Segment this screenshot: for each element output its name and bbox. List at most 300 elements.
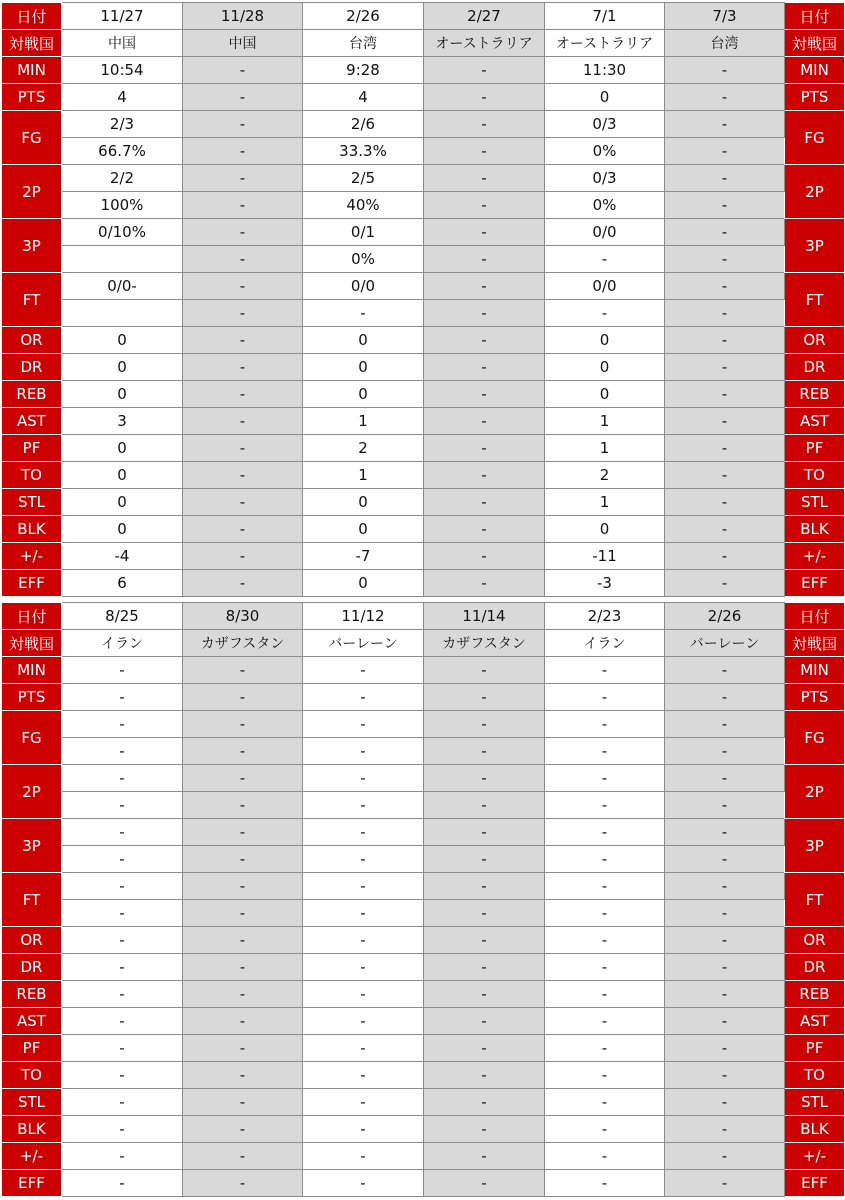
row-label: STL: [785, 489, 845, 516]
table-row: [2, 657, 845, 684]
row-label: EFF: [2, 570, 62, 597]
stat-cell: -: [424, 516, 545, 543]
stat-cell: 4: [303, 84, 424, 111]
stat-cell: 2/3: [62, 111, 183, 138]
table-row: [2, 111, 845, 138]
stat-cell: -: [183, 246, 303, 273]
table-row: [2, 138, 845, 165]
stat-cell: -: [665, 300, 785, 327]
stat-cell: -: [665, 1089, 785, 1116]
stat-cell: -: [665, 462, 785, 489]
row-label: +/-: [2, 543, 62, 570]
row-label: 対戦国: [2, 30, 62, 57]
stat-cell: 0/3: [545, 165, 665, 192]
row-label: PTS: [2, 84, 62, 111]
row-label: FG: [785, 111, 845, 165]
table-row: [2, 327, 845, 354]
stat-cell: -: [665, 981, 785, 1008]
table-row: [2, 711, 845, 738]
stat-cell: -: [665, 1008, 785, 1035]
row-label: FT: [785, 273, 845, 327]
table-row: [2, 435, 845, 462]
stat-cell: 0: [303, 381, 424, 408]
row-label: AST: [2, 1008, 62, 1035]
stat-cell: -: [183, 657, 303, 684]
stat-cell: 3: [62, 408, 183, 435]
stat-cell: -: [424, 1089, 545, 1116]
row-label: STL: [785, 1089, 845, 1116]
row-label: +/-: [785, 1143, 845, 1170]
stat-cell: -: [183, 165, 303, 192]
stat-cell: 0: [545, 516, 665, 543]
game-date: 8/25: [62, 603, 183, 630]
row-label: OR: [2, 327, 62, 354]
stat-cell: -: [424, 246, 545, 273]
stat-cell: -: [545, 819, 665, 846]
stat-cell: -: [303, 1170, 424, 1197]
stat-cell: -: [424, 954, 545, 981]
stat-cell: -: [545, 1089, 665, 1116]
stats-table: [1, 2, 845, 597]
opponent-name: オーストラリア: [545, 30, 665, 57]
stat-cell: 6: [62, 570, 183, 597]
stat-cell: -: [303, 738, 424, 765]
row-label: 対戦国: [2, 630, 62, 657]
stat-cell: -: [62, 738, 183, 765]
stat-cell: -: [62, 1089, 183, 1116]
stat-cell: -: [665, 738, 785, 765]
stat-cell: -4: [62, 543, 183, 570]
table-row: [2, 246, 845, 273]
row-label: MIN: [2, 657, 62, 684]
opponent-name: カザフスタン: [424, 630, 545, 657]
stat-cell: 9:28: [303, 57, 424, 84]
stat-cell: -: [303, 765, 424, 792]
table-row: [2, 1116, 845, 1143]
opponent-name: 中国: [62, 30, 183, 57]
row-label: TO: [2, 1062, 62, 1089]
game-date: 11/27: [62, 3, 183, 30]
opponent-name: イラン: [545, 630, 665, 657]
stat-cell: -: [424, 84, 545, 111]
stat-cell: -: [303, 684, 424, 711]
stat-cell: -: [665, 846, 785, 873]
stat-cell: -: [183, 792, 303, 819]
game-date: 8/30: [183, 603, 303, 630]
row-label: 2P: [2, 765, 62, 819]
opponent-name: オーストラリア: [424, 30, 545, 57]
stat-cell: -: [665, 327, 785, 354]
opponent-name: カザフスタン: [183, 630, 303, 657]
stat-cell: 10:54: [62, 57, 183, 84]
row-label: +/-: [2, 1143, 62, 1170]
stat-cell: -: [183, 900, 303, 927]
stat-cell: -: [303, 900, 424, 927]
stat-cell: -: [303, 981, 424, 1008]
stat-cell: -: [424, 300, 545, 327]
stat-cell: 0: [303, 516, 424, 543]
stat-cell: -: [183, 570, 303, 597]
stat-cell: 2: [545, 462, 665, 489]
row-label: BLK: [785, 1116, 845, 1143]
game-date: 2/23: [545, 603, 665, 630]
table-row: [2, 954, 845, 981]
stat-cell: 0: [62, 462, 183, 489]
stat-cell: -: [665, 765, 785, 792]
row-label: PF: [785, 1035, 845, 1062]
stat-cell: -: [545, 1035, 665, 1062]
table-row: [2, 192, 845, 219]
row-label: 日付: [785, 603, 845, 630]
stat-cell: -: [545, 300, 665, 327]
row-label: PTS: [2, 684, 62, 711]
table-row: [2, 1062, 845, 1089]
stat-cell: -: [545, 1116, 665, 1143]
table-row: [2, 273, 845, 300]
stat-cell: 0: [545, 354, 665, 381]
game-date: 2/26: [303, 3, 424, 30]
row-label: PTS: [785, 84, 845, 111]
stat-cell: -: [424, 1008, 545, 1035]
stat-cell: -: [62, 711, 183, 738]
row-label: OR: [785, 327, 845, 354]
stat-cell: 66.7%: [62, 138, 183, 165]
row-label: REB: [785, 981, 845, 1008]
stat-cell: -: [303, 1116, 424, 1143]
stat-cell: -: [62, 900, 183, 927]
stat-cell: -: [62, 792, 183, 819]
stat-cell: -: [424, 981, 545, 1008]
stat-cell: -: [303, 846, 424, 873]
row-label: +/-: [785, 543, 845, 570]
stat-cell: -: [183, 300, 303, 327]
stat-cell: -: [183, 462, 303, 489]
row-label: AST: [785, 1008, 845, 1035]
stat-cell: 0: [62, 327, 183, 354]
row-label: 日付: [2, 3, 62, 30]
stat-cell: -: [62, 873, 183, 900]
stat-cell: -: [545, 792, 665, 819]
stat-cell: 0/0: [303, 273, 424, 300]
row-label: PF: [2, 435, 62, 462]
stat-cell: -: [183, 138, 303, 165]
stat-cell: -: [424, 381, 545, 408]
stat-cell: [62, 300, 183, 327]
game-date: 2/26: [665, 603, 785, 630]
stat-cell: -: [424, 165, 545, 192]
row-label: BLK: [2, 1116, 62, 1143]
stats-table-1: [1, 2, 844, 597]
stat-cell: -: [183, 1143, 303, 1170]
row-label: TO: [785, 1062, 845, 1089]
row-label: TO: [2, 462, 62, 489]
table-row: [2, 1008, 845, 1035]
stat-cell: -: [62, 657, 183, 684]
stat-cell: -: [303, 1143, 424, 1170]
stat-cell: -: [424, 1035, 545, 1062]
row-label: PF: [2, 1035, 62, 1062]
table-row: [2, 603, 845, 630]
stat-cell: -: [424, 711, 545, 738]
stat-cell: 2/5: [303, 165, 424, 192]
stat-cell: 0/10%: [62, 219, 183, 246]
table-row: [2, 981, 845, 1008]
row-label: REB: [2, 381, 62, 408]
opponent-name: バーレーン: [303, 630, 424, 657]
stat-cell: -: [665, 1062, 785, 1089]
stat-cell: -: [545, 684, 665, 711]
stat-cell: -: [183, 873, 303, 900]
stat-cell: -: [183, 819, 303, 846]
stat-cell: -: [424, 435, 545, 462]
stat-cell: 0: [62, 435, 183, 462]
stat-cell: -: [183, 192, 303, 219]
table-row: [2, 1143, 845, 1170]
stat-cell: -: [424, 273, 545, 300]
stat-cell: -: [62, 684, 183, 711]
stat-cell: -: [545, 900, 665, 927]
stat-cell: -: [424, 684, 545, 711]
table-row: [2, 462, 845, 489]
stat-cell: -: [183, 219, 303, 246]
row-label: MIN: [785, 57, 845, 84]
game-date: 7/1: [545, 3, 665, 30]
stat-cell: -: [665, 246, 785, 273]
stat-cell: 0: [62, 354, 183, 381]
stat-cell: -3: [545, 570, 665, 597]
stat-cell: -: [183, 954, 303, 981]
row-label: MIN: [2, 57, 62, 84]
stat-cell: -: [62, 1062, 183, 1089]
table-row: [2, 927, 845, 954]
stat-cell: -: [183, 927, 303, 954]
row-label: AST: [2, 408, 62, 435]
stat-cell: -: [183, 354, 303, 381]
table-row: [2, 570, 845, 597]
stat-cell: -: [183, 738, 303, 765]
table-row: [2, 765, 845, 792]
stat-cell: -: [424, 657, 545, 684]
stat-cell: -: [424, 900, 545, 927]
stat-cell: -: [183, 1170, 303, 1197]
table-row: [2, 57, 845, 84]
stat-cell: -: [665, 111, 785, 138]
stat-cell: -: [183, 516, 303, 543]
stat-cell: -: [424, 489, 545, 516]
stat-cell: 2: [303, 435, 424, 462]
table-row: [2, 219, 845, 246]
row-label: 日付: [2, 603, 62, 630]
stat-cell: 0/1: [303, 219, 424, 246]
row-label: DR: [785, 954, 845, 981]
stat-cell: -: [183, 765, 303, 792]
game-date: 11/12: [303, 603, 424, 630]
stat-cell: 0/0-: [62, 273, 183, 300]
stat-cell: 1: [303, 408, 424, 435]
stat-cell: -: [62, 1008, 183, 1035]
stat-cell: -: [665, 954, 785, 981]
stat-cell: 0: [62, 381, 183, 408]
row-label: FT: [2, 873, 62, 927]
stat-cell: -: [665, 873, 785, 900]
stat-cell: -: [545, 1170, 665, 1197]
stat-cell: -: [665, 1143, 785, 1170]
stat-cell: -: [62, 1035, 183, 1062]
stat-cell: -: [545, 765, 665, 792]
stat-cell: -: [62, 846, 183, 873]
stat-cell: -: [545, 873, 665, 900]
stat-cell: -: [183, 981, 303, 1008]
row-label: REB: [785, 381, 845, 408]
stat-cell: -: [62, 1116, 183, 1143]
stat-cell: 33.3%: [303, 138, 424, 165]
stat-cell: 100%: [62, 192, 183, 219]
row-label: BLK: [2, 516, 62, 543]
stat-cell: -: [183, 1062, 303, 1089]
stat-cell: -: [303, 300, 424, 327]
row-label: DR: [785, 354, 845, 381]
stat-cell: -: [545, 738, 665, 765]
stats-table-2: [1, 602, 844, 1197]
stat-cell: -: [62, 927, 183, 954]
row-label: 2P: [785, 765, 845, 819]
stat-cell: -: [303, 1035, 424, 1062]
stat-cell: -: [665, 819, 785, 846]
stat-cell: 4: [62, 84, 183, 111]
row-label: FG: [2, 111, 62, 165]
stat-cell: -: [62, 1170, 183, 1197]
stat-cell: -: [665, 570, 785, 597]
stat-cell: 0/0: [545, 219, 665, 246]
stat-cell: -: [665, 84, 785, 111]
stat-cell: -: [303, 954, 424, 981]
row-label: FT: [785, 873, 845, 927]
row-label: FG: [785, 711, 845, 765]
stat-cell: -: [424, 138, 545, 165]
stat-cell: -: [183, 381, 303, 408]
table-row: [2, 3, 845, 30]
stat-cell: 40%: [303, 192, 424, 219]
stat-cell: 0: [545, 84, 665, 111]
stat-cell: -: [183, 1008, 303, 1035]
stat-cell: -: [303, 927, 424, 954]
table-row: [2, 381, 845, 408]
stat-cell: 1: [545, 408, 665, 435]
table-row: [2, 792, 845, 819]
row-label: 日付: [785, 3, 845, 30]
opponent-name: 台湾: [303, 30, 424, 57]
stat-cell: -: [665, 165, 785, 192]
stats-table: [1, 602, 845, 1197]
stat-cell: -: [665, 516, 785, 543]
opponent-name: 台湾: [665, 30, 785, 57]
table-row: [2, 630, 845, 657]
row-label: 2P: [785, 165, 845, 219]
row-label: EFF: [785, 1170, 845, 1197]
stat-cell: -: [665, 1116, 785, 1143]
table-row: [2, 846, 845, 873]
row-label: OR: [785, 927, 845, 954]
stat-cell: -: [183, 435, 303, 462]
stat-cell: -: [545, 1008, 665, 1035]
stat-cell: -: [303, 1062, 424, 1089]
stat-cell: -: [424, 765, 545, 792]
stat-cell: -: [424, 327, 545, 354]
stat-cell: 1: [303, 462, 424, 489]
stat-cell: 0: [62, 489, 183, 516]
stat-cell: -: [424, 111, 545, 138]
stat-cell: -: [424, 1143, 545, 1170]
stat-cell: -: [665, 543, 785, 570]
stat-cell: 0: [303, 570, 424, 597]
stat-cell: -: [424, 354, 545, 381]
row-label: 3P: [2, 819, 62, 873]
stat-cell: 0: [303, 354, 424, 381]
stat-cell: 2/2: [62, 165, 183, 192]
stat-cell: -: [183, 408, 303, 435]
stat-cell: 1: [545, 435, 665, 462]
table-row: [2, 408, 845, 435]
table-row: [2, 819, 845, 846]
stat-cell: -: [183, 84, 303, 111]
stat-cell: -: [665, 684, 785, 711]
stat-cell: -: [424, 570, 545, 597]
table-row: [2, 1035, 845, 1062]
stat-cell: -: [183, 1089, 303, 1116]
stat-cell: -: [545, 711, 665, 738]
stat-cell: -: [424, 792, 545, 819]
stat-cell: 0: [545, 327, 665, 354]
stat-cell: -: [545, 954, 665, 981]
stat-cell: -: [665, 273, 785, 300]
row-label: 2P: [2, 165, 62, 219]
table-row: [2, 165, 845, 192]
stat-cell: 0%: [545, 138, 665, 165]
stat-cell: 0%: [303, 246, 424, 273]
stat-cell: -: [665, 192, 785, 219]
stat-cell: -: [303, 657, 424, 684]
stat-cell: -: [424, 927, 545, 954]
stat-cell: 0%: [545, 192, 665, 219]
table-row: [2, 84, 845, 111]
stat-cell: -: [62, 981, 183, 1008]
stat-cell: -: [545, 846, 665, 873]
table-row: [2, 900, 845, 927]
stat-cell: -: [545, 1143, 665, 1170]
row-label: BLK: [785, 516, 845, 543]
stat-cell: -: [303, 711, 424, 738]
stat-cell: 0: [545, 381, 665, 408]
opponent-name: イラン: [62, 630, 183, 657]
row-label: PTS: [785, 684, 845, 711]
stat-cell: -: [183, 489, 303, 516]
stat-cell: -: [183, 111, 303, 138]
stat-cell: 0: [62, 516, 183, 543]
row-label: AST: [785, 408, 845, 435]
row-label: REB: [2, 981, 62, 1008]
stat-cell: -: [183, 684, 303, 711]
row-label: FT: [2, 273, 62, 327]
game-date: 11/14: [424, 603, 545, 630]
row-label: STL: [2, 489, 62, 516]
table-row: [2, 1170, 845, 1197]
stat-cell: -: [665, 354, 785, 381]
row-label: DR: [2, 354, 62, 381]
stat-cell: -: [183, 57, 303, 84]
stat-cell: -: [424, 1170, 545, 1197]
stat-cell: -: [62, 1143, 183, 1170]
stat-cell: -: [62, 819, 183, 846]
